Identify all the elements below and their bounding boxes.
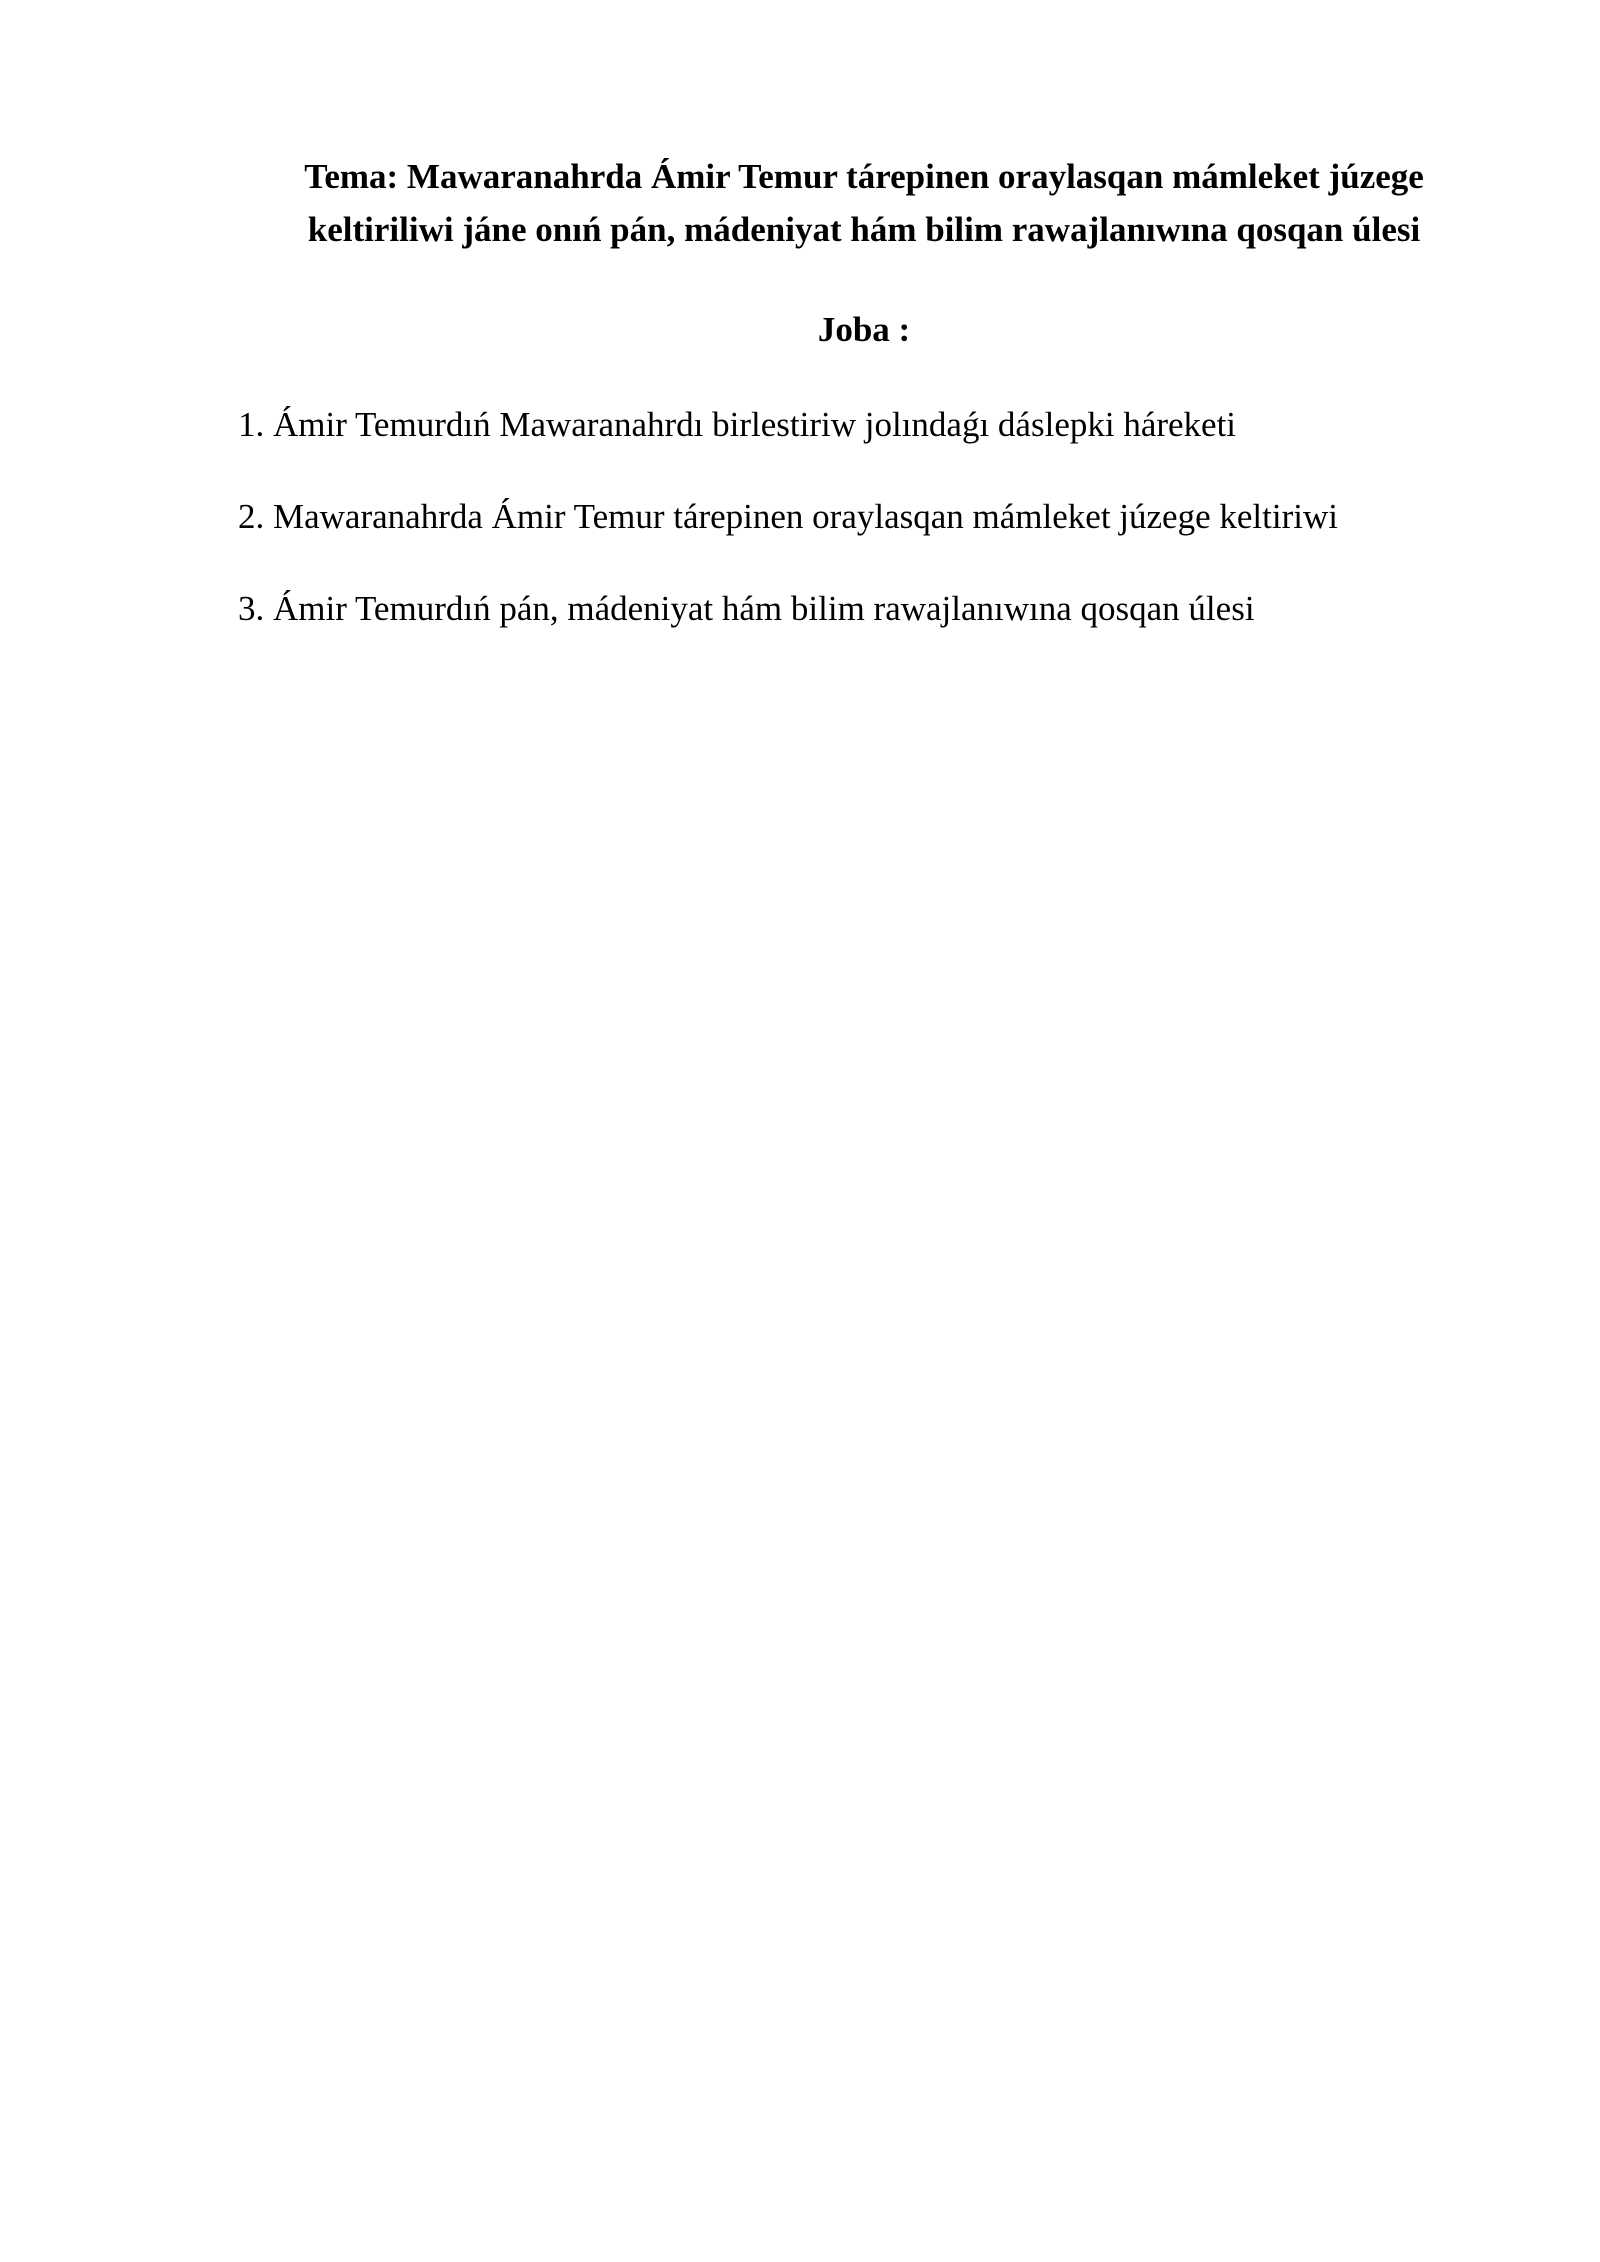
- plan-item-2: 2. Mawaranahrda Ámir Temur tárepinen oraylasqan mámleket júzege keltiriwi: [238, 497, 1338, 536]
- document-title: [236, 150, 1492, 256]
- title-line-2: keltiriliwi jáne onıń pán, mádeniyat hám bilim rawajlanıwına qosqan úlesi: [307, 210, 1421, 249]
- plan-list: [238, 400, 1498, 676]
- plan-item-3: 3. Ámir Temurdıń pán, mádeniyat hám bilim rawajlanıwına qosqan úlesi: [238, 589, 1255, 628]
- title-line-1: Tema: Mawaranahrda Ámir Temur tárepinen oraylasqan mámleket júzege: [304, 157, 1424, 196]
- plan-heading: Joba :: [817, 310, 911, 349]
- plan-item-1: 1. Ámir Temurdıń Mawaranahrdı birlestiriw jolındaǵı dáslepki háreketi: [238, 405, 1237, 444]
